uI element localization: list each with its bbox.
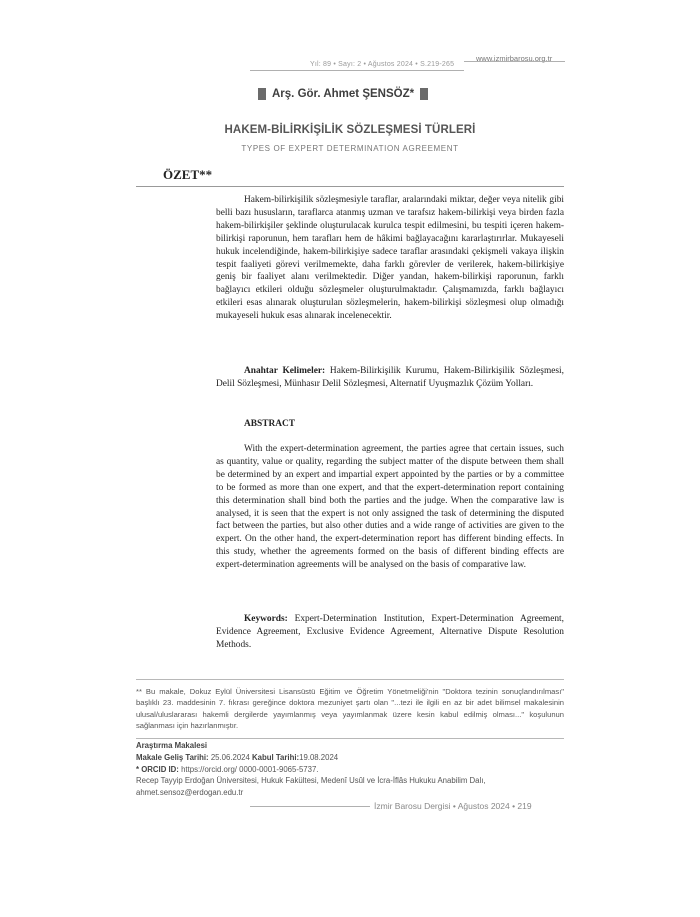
author-name: Arş. Gör. Ahmet ŞENSÖZ*: [272, 88, 415, 100]
footnote-rule: [136, 679, 564, 680]
en-keywords: [216, 613, 564, 652]
author-left-block: [258, 88, 266, 100]
ozet-rule: [136, 186, 564, 187]
dates-line: [136, 752, 564, 764]
en-keywords-text: Expert-Determination Institution, Expert-Determination Agreement, Evidence Agreement, Exclusive Evidence Agreement, Alternative Dispute Resolution Methods.: [216, 614, 564, 650]
page-footer: İzmir Barosu Dergisi • Ağustos 2024 • 219: [374, 801, 532, 811]
article-title-en: TYPES OF EXPERT DETERMINATION AGREEMENT: [241, 144, 459, 153]
abstract-heading: ABSTRACT: [244, 419, 296, 429]
tr-keywords-text: Hakem-Bilirkişilik Kurumu, Hakem-Bilirkişilik Sözleşmesi, Delil Sözleşmesi, Münhasır Delil Sözleşmesi, Alternatif Uyuşmazlık Çözüm Yolları.: [216, 366, 564, 389]
received-date: 25.06.2024: [210, 752, 250, 762]
ozet-paragraph: Hakem-bilirkişilik sözleşmesiyle taraflar, aralarındaki miktar, değer veya nitelik gibi belli bazı hususların, taraflarca atanmış uzman ve tarafsız hakem-bilirkişi veya birden fazla hakem-bilirkişiler şeklinde oluşturulacak kurulca tespit edilmesini, bu tespiti içeren hakem-bilirkişi raporunun, hem tarafları hem de hâkimi bağlayacağını kararlaştırırlar. Mukayeseli hukuk incelendiğinde, hakem-bilirkişiye sadece taraflar arasındaki çekişmeli vakaya ilişkin tespit faaliyeti görevi verilmemekte, daha farklı görevler de verilerek, hakem-bilirkişiye geniş bir faaliyet alanı verilmektedir. Diğer yandan, hakem-bilirkişi raporunun, farklı bağlayıcı etkileri olduğu sözleşmeler oluşturulmaktadır. Çalışmamızda, farklı bağlayıcı etkileri esas alınarak oluşturulan sözleşmelerin, hakem-bilirkişi sözleşmesi olup olmadığı mukayeseli hukuk esas alınarak incelenecektir.: [216, 195, 564, 322]
footnote: ** Bu makale, Dokuz Eylül Üniversitesi Lisansüstü Eğitim ve Öğretim Yönetmeliği'nin "Doktora tezinin sonuçlandırılması" başlıklı 23. maddesinin 7. fıkrası gereğince doktora mezuniyet şartı olan "...tezi ile ilgili en az bir adet bilimsel makalesinin ulusal/uluslararası hakemli dergilerde yayımlanmış veya yayımlanmak üzere kesin kabul edilmiş olması..." koşulunun sağlanması için hazırlanmıştır.: [136, 687, 564, 730]
author-right-block: [420, 88, 428, 100]
article-type: Araştırma Makalesi: [136, 741, 208, 750]
ozet-heading: ÖZET**: [163, 167, 213, 182]
author-row: [258, 87, 440, 101]
tr-keywords-label: Anahtar Kelimeler:: [244, 366, 326, 376]
affiliation: Recep Tayyip Erdoğan Üniversitesi, Hukuk Fakültesi, Medenî Usûl ve İcra-İflâs Hukuku Anabilim Dalı,: [136, 776, 486, 786]
orcid-label: * ORCID ID:: [136, 764, 179, 774]
article-title-tr: HAKEM-BİLİRKİŞİLİK SÖZLEŞMESİ TÜRLERİ: [224, 124, 476, 136]
article-info: [136, 740, 564, 799]
info-rule: [136, 738, 564, 739]
abstract-paragraph: With the expert-determination agreement, the parties agree that certain issues, such as quantity, value or quality, regarding the subject matter of the dispute between them shall be determined by an expert and impartial expert appointed by the parties or by a committee to be formed as more than one expert, and that the expert-determination report containing this determination shall bind both the parties and the judge. When the comparative law is analysed, it is seen that the expert is not only assigned the task of determining the disputed fact between the parties, but also other duties and a wide range of activities are given to the expert. On the other hand, the expert-determination report has different binding effects. In this study, whether the agreements formed on the basis of different binding effects are expert-determination agreements will be analysed on the basis of comparative law.: [216, 444, 564, 571]
orcid-link[interactable]: https://orcid.org/ 0000-0001-9065-5737.: [181, 764, 319, 774]
header-rule: [250, 70, 464, 71]
accepted-date: 19.08.2024: [299, 752, 339, 762]
header-rule-right: [464, 61, 565, 62]
orcid-line: [136, 764, 564, 776]
tr-keywords: [216, 365, 564, 391]
footer-rule: [250, 806, 370, 807]
header-meta: Yıl: 89 • Sayı: 2 • Ağustos 2024 • S.219-265: [310, 61, 455, 68]
author-email[interactable]: ahmet.sensoz@erdogan.edu.tr: [136, 788, 244, 798]
received-label: Makale Geliş Tarihi:: [136, 752, 209, 762]
accepted-label: Kabul Tarihi:: [252, 752, 300, 762]
en-keywords-label: Keywords:: [244, 614, 288, 624]
header-url[interactable]: www.izmirbarosu.org.tr: [476, 54, 553, 63]
